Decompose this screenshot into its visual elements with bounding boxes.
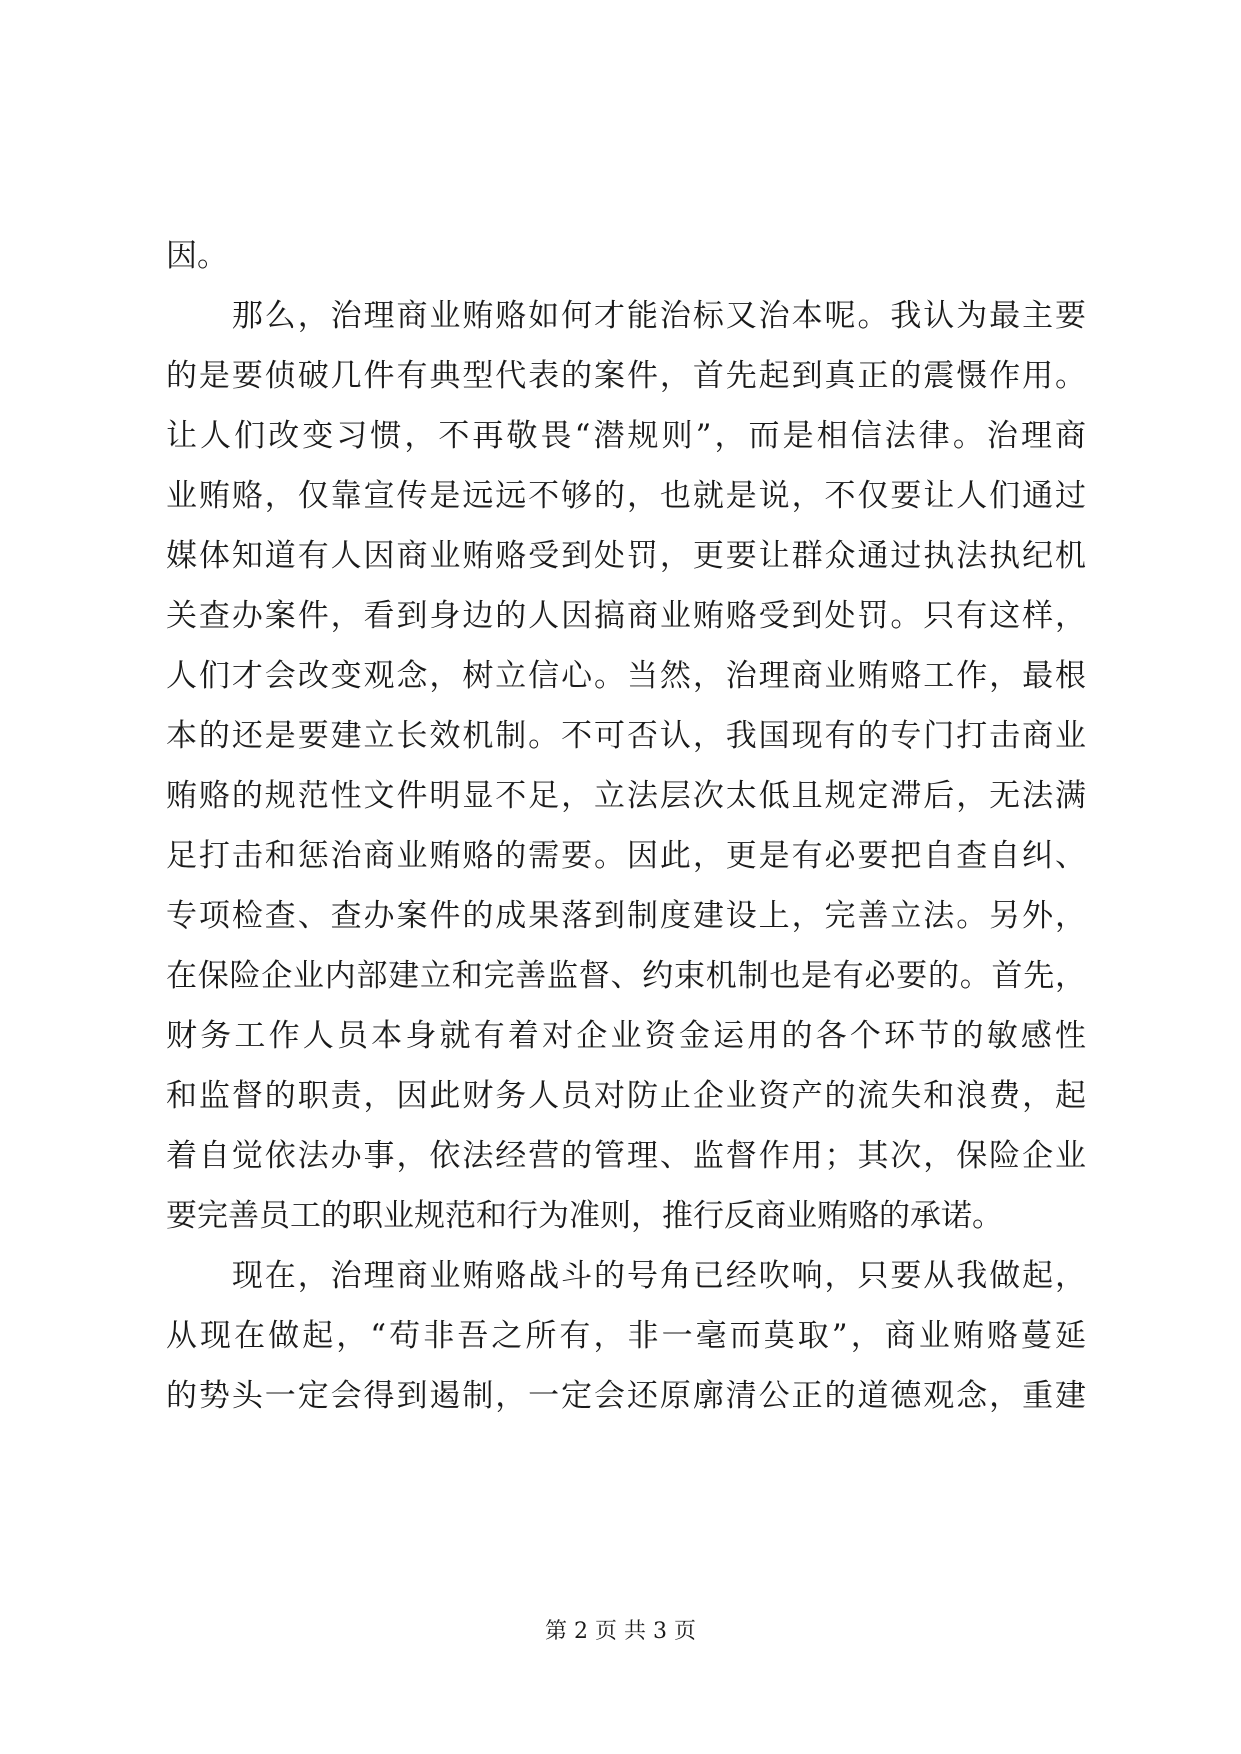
text-line: 足打击和惩治商业贿赂的需要。因此，更是有必要把自查自纠、 [166,838,1086,874]
text-line: 关查办案件，看到身边的人因搞商业贿赂受到处罚。只有这样， [166,598,1086,634]
text-line: 从现在做起，“苟非吾之所有，非一毫而莫取”，商业贿赂蔓延 [166,1318,1086,1354]
page-footer: 第 2 页 共 3 页 [545,1619,696,1644]
text-line: 贿赂的规范性文件明显不足，立法层次太低且规定滞后，无法满 [166,778,1086,814]
text-line: 让人们改变习惯，不再敬畏“潜规则”，而是相信法律。治理商 [166,418,1086,454]
text-line: 媒体知道有人因商业贿赂受到处罚，更要让群众通过执法执纪机 [166,538,1086,574]
text-line: 人们才会改变观念，树立信心。当然，治理商业贿赂工作，最根 [166,658,1086,694]
body-text [166,226,1086,1426]
text-line: 和监督的职责，因此财务人员对防止企业资产的流失和浪费，起 [166,1078,1086,1114]
text-line: 财务工作人员本身就有着对企业资金运用的各个环节的敏感性 [166,1018,1086,1054]
text-line: 业贿赂，仅靠宣传是远远不够的，也就是说，不仅要让人们通过 [166,478,1086,514]
text-line: 要完善员工的职业规范和行为准则，推行反商业贿赂的承诺。 [166,1198,1003,1234]
text-line: 专项检查、查办案件的成果落到制度建设上，完善立法。另外， [166,898,1086,934]
text-line: 因。 [166,238,228,274]
text-line: 现在，治理商业贿赂战斗的号角已经吹响，只要从我做起， [166,1258,1086,1294]
text-line: 的是要侦破几件有典型代表的案件，首先起到真正的震慑作用。 [166,358,1086,394]
text-line: 着自觉依法办事，依法经营的管理、监督作用；其次，保险企业 [166,1138,1086,1174]
text-line: 那么，治理商业贿赂如何才能治标又治本呢。我认为最主要 [166,298,1086,334]
text-line: 的势头一定会得到遏制，一定会还原廓清公正的道德观念，重建 [166,1378,1086,1414]
text-line: 本的还是要建立长效机制。不可否认，我国现有的专门打击商业 [166,718,1086,754]
text-line: 在保险企业内部建立和完善监督、约束机制也是有必要的。首先， [166,958,1086,994]
